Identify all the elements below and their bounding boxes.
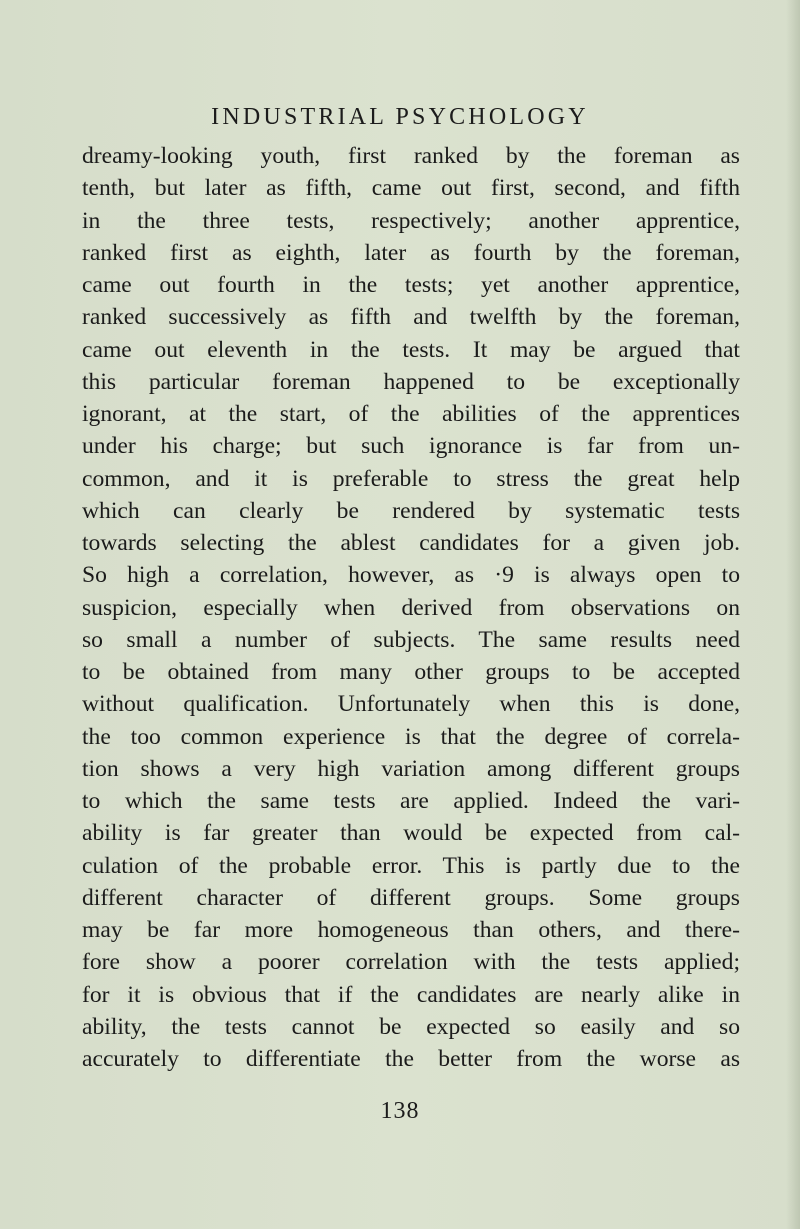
text-line: this particular foreman happened to be exceptionally: [82, 368, 740, 395]
running-title: INDUSTRIAL PSYCHOLOGY: [211, 104, 589, 130]
text-line: which can clearly be rendered by systematic tests: [82, 497, 740, 524]
text-line: tenth, but later as fifth, came out first, second, and fifth: [82, 175, 740, 202]
text-line: so small a number of subjects. The same results need: [82, 626, 740, 653]
text-line: came out fourth in the tests; yet another apprentice,: [82, 272, 740, 298]
text-line: under his charge; but such ignorance is far from un-: [82, 433, 740, 460]
text-line: tion shows a very high variation among different groups: [82, 755, 740, 782]
text-line: different character of different groups. Some groups: [82, 884, 740, 911]
text-line: to which the same tests are applied. Indeed the vari-: [82, 788, 740, 814]
body-paragraph: [82, 140, 740, 1075]
text-line: So high a correlation, however, as ·9 is always open to: [82, 562, 740, 589]
text-line: ranked first as eighth, later as fourth by the foreman,: [82, 239, 740, 266]
text-line: for it is obvious that if the candidates are nearly alike in: [82, 981, 740, 1008]
text-line: accurately to differentiate the better from the worse as: [82, 1046, 740, 1072]
text-line: to be obtained from many other groups to be accepted: [82, 659, 740, 685]
text-line: ability, the tests cannot be expected so easily and so: [82, 1013, 740, 1040]
page-edge-shadow: [786, 0, 800, 1229]
text-line: in the three tests, respectively; another apprentice,: [82, 207, 740, 234]
text-line: came out eleventh in the tests. It may be argued that: [82, 336, 740, 363]
text-line: fore show a poorer correlation with the tests applied;: [82, 949, 740, 976]
page-number: 138: [380, 1098, 420, 1124]
text-line: dreamy-looking youth, first ranked by the foreman as: [82, 143, 740, 169]
text-line: the too common experience is that the degree of correla-: [82, 723, 740, 750]
text-line: common, and it is preferable to stress the great help: [82, 465, 740, 492]
text-line: ability is far greater than would be expected from cal-: [82, 820, 740, 847]
text-line: ignorant, at the start, of the abilities of the apprentices: [82, 401, 740, 427]
text-line: without qualification. Unfortunately when this is done,: [82, 691, 740, 718]
text-line: suspicion, especially when derived from observations on: [82, 594, 740, 621]
text-line: ranked successively as fifth and twelfth by the foreman,: [82, 304, 740, 331]
text-line: may be far more homogeneous than others, and there-: [82, 917, 740, 943]
text-line: towards selecting the ablest candidates for a given job.: [82, 530, 740, 556]
text-line: culation of the probable error. This is partly due to the: [82, 852, 740, 879]
